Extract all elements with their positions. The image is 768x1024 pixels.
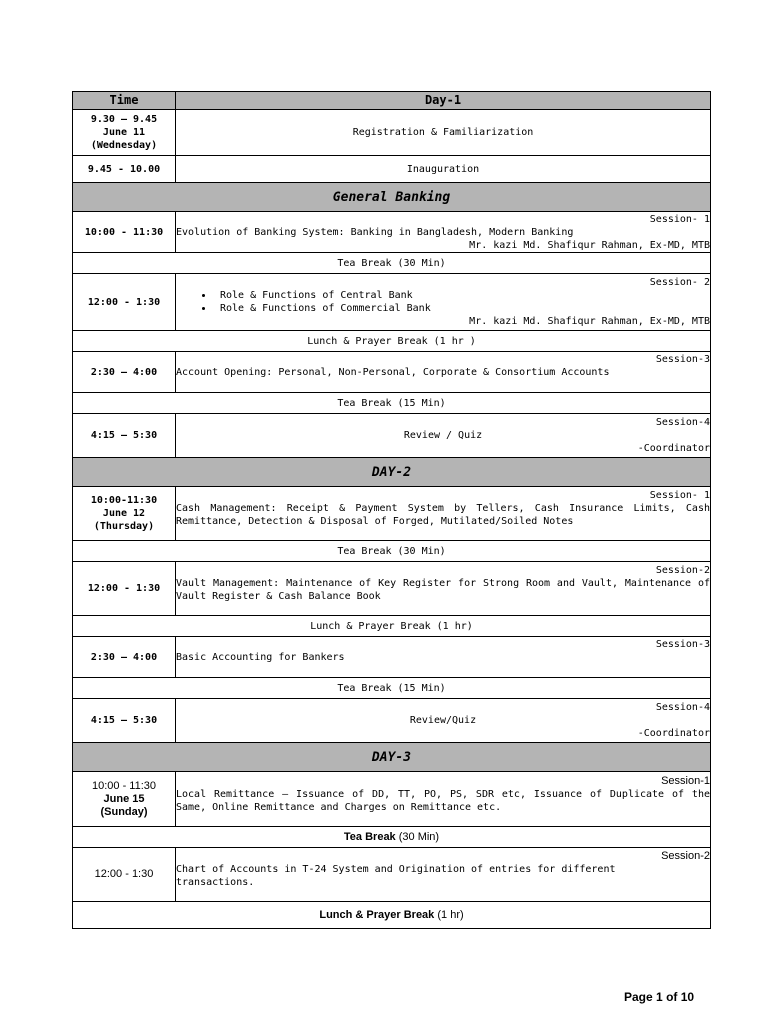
weekday: (Thursday) [93,521,155,532]
schedule-row [73,156,711,183]
time-cell: 2:30 – 4:00 [73,637,176,678]
time-cell: 12:00 - 1:30 [73,848,176,902]
time-cell: 10:00 - 11:30 [73,212,176,253]
page-prefix: Page [624,990,653,1004]
section-title: DAY-2 [73,458,711,487]
break-label: Tea Break (15 Min) [73,678,711,699]
break-label [73,827,711,848]
break-row [73,678,711,699]
break-row [73,393,711,414]
speaker: Mr. kazi Md. Shafiqur Rahman, Ex-MD, MTB [469,316,710,327]
schedule-row [73,274,711,331]
break-row [73,616,711,637]
section-header-row [73,458,711,487]
session-cell [176,699,711,743]
break-label: Lunch & Prayer Break (1 hr) [73,616,711,637]
weekday: (Sunday) [100,805,148,818]
session-cell [176,772,711,827]
session-label: Session-1 [661,774,710,787]
activity-cell: Registration & Familiarization [176,110,711,156]
time-cell: 4:15 – 5:30 [73,414,176,458]
session-cell [176,637,711,678]
schedule-row [73,699,711,743]
break-duration: (30 Min) [398,830,440,843]
session-topic: Review/Quiz [409,715,477,726]
schedule-row [73,848,711,902]
break-label: Lunch & Prayer Break (1 hr ) [73,331,711,352]
time-cell: 12:00 - 1:30 [73,274,176,331]
weekday: (Wednesday) [90,140,158,151]
session-label: Session-3 [655,638,710,650]
break-row [73,827,711,848]
schedule-table [72,91,711,929]
schedule-row [73,110,711,156]
time-cell: 12:00 - 1:30 [73,562,176,616]
session-label: Session-4 [655,417,710,428]
session-cell [176,848,711,902]
date: June 15 [103,792,145,805]
schedule-row [73,487,711,541]
session-topic: Vault Management: Maintenance of Key Register for Strong Room and Vault, Maintenance of Vault Register & Cash Balance Book [176,578,710,602]
total-pages: 10 [680,990,695,1004]
session-topic: Evolution of Banking System: Banking in Bangladesh, Modern Banking [176,226,574,238]
break-label: Tea Break (30 Min) [73,541,711,562]
break-title: Tea Break [343,830,396,843]
time-cell [73,110,176,156]
session-label: Session- 2 [649,277,710,288]
time-cell [73,772,176,827]
break-duration: (1 hr) [437,908,464,921]
session-label: Session-4 [655,702,710,713]
break-row [73,331,711,352]
break-label: Tea Break (30 Min) [73,253,711,274]
session-label: Session- 1 [649,213,710,225]
table-header-row [73,92,711,110]
schedule-row [73,772,711,827]
break-label: Tea Break (15 Min) [73,393,711,414]
break-title: Lunch & Prayer Break [319,908,435,921]
speaker: Mr. kazi Md. Shafiqur Rahman, Ex-MD, MTB [469,239,710,251]
session-cell [176,212,711,253]
page-number [624,990,694,1004]
session-label: Session- 1 [649,490,710,501]
section-title: DAY-3 [73,743,711,772]
time-range: 9.30 – 9.45 [90,114,158,125]
session-topic: Basic Accounting for Bankers [176,651,345,663]
break-label [73,902,711,929]
section-title: General Banking [73,183,711,212]
schedule-row [73,414,711,458]
schedule-row [73,212,711,253]
session-topic: Review / Quiz [403,430,483,441]
schedule-row [73,562,711,616]
session-label: Session-2 [661,850,710,862]
section-header-row [73,743,711,772]
date: June 12 [102,508,146,519]
time-cell: 4:15 – 5:30 [73,699,176,743]
break-row [73,253,711,274]
time-range: 10:00 - 11:30 [91,779,156,792]
session-cell [176,352,711,393]
day-1-column-header: Day-1 [176,92,711,110]
list-item: • Role & Functions of Central Bank [214,289,710,302]
activity-cell: Inauguration [176,156,711,183]
schedule-row [73,352,711,393]
list-item: • Role & Functions of Commercial Bank [214,302,710,315]
session-topic: Local Remittance – Issuance of DD, TT, PO, PS, SDR etc, Issuance of Duplicate of the Same, Online Remittance and Charges on Remittance etc. [176,788,710,813]
time-cell [73,487,176,541]
session-topic: Chart of Accounts in T-24 System and Origination of entries for different transactions. [176,864,616,888]
session-cell [176,487,711,541]
time-cell: 9.45 - 10.00 [73,156,176,183]
section-header-row [73,183,711,212]
session-label: Session-3 [655,353,710,365]
session-cell [176,414,711,458]
session-topic: Cash Management: Receipt & Payment System by Tellers, Cash Insurance Limits, Cash Remittance, Detection & Disposal of Forged, Mutilated/Soiled Notes [176,503,710,527]
break-row [73,902,711,929]
topic-list [176,289,710,315]
coordinator-label: -Coordinator [637,443,710,454]
session-label: Session-2 [655,565,710,576]
session-topic: Account Opening: Personal, Non-Personal, Corporate & Consortium Accounts [176,366,610,378]
session-cell [176,274,711,331]
time-cell: 2:30 – 4:00 [73,352,176,393]
page-of: of [666,990,678,1004]
schedule-row [73,637,711,678]
break-row [73,541,711,562]
time-column-header: Time [73,92,176,110]
time-range: 10:00-11:30 [90,495,158,506]
session-cell [176,562,711,616]
date: June 11 [102,127,146,138]
current-page: 1 [656,990,663,1004]
coordinator-label: -Coordinator [637,728,710,739]
